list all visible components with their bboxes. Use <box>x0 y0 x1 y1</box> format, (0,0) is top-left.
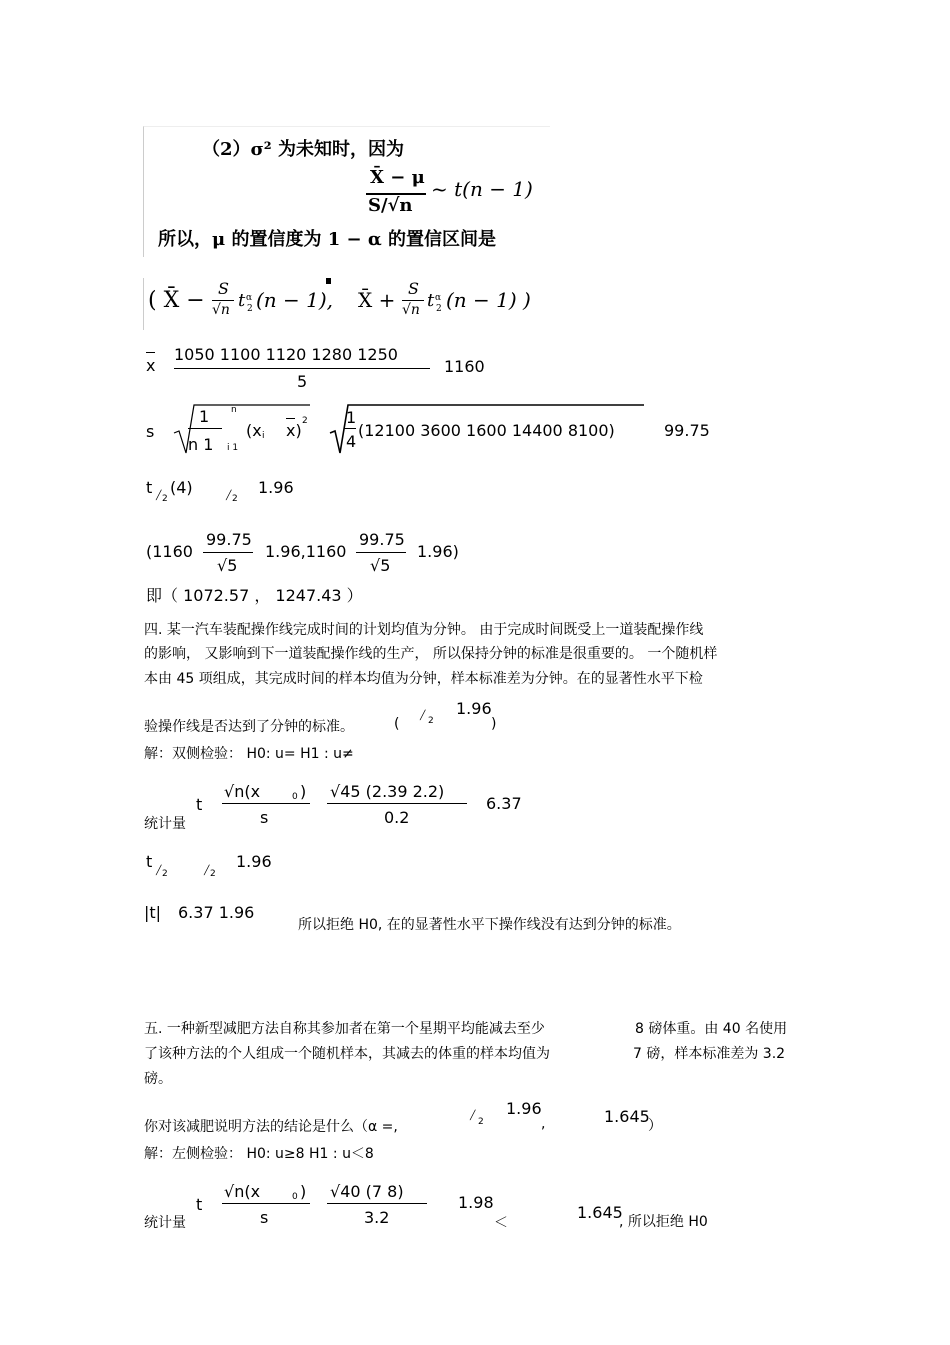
q4-frac1-bar <box>222 803 310 804</box>
q5-solution: 解：左侧检验： H0: u≥8 H1 : u＜8 <box>144 1146 374 1162</box>
s-i-sub: i <box>262 431 265 441</box>
q5-t: t <box>196 1195 203 1214</box>
box2-bar2 <box>402 300 424 301</box>
q4-den1: s <box>260 808 269 827</box>
q4-crit-val: 1.96 <box>236 852 272 871</box>
box2-s1: S <box>218 279 229 298</box>
q5-comma: , <box>541 1116 546 1132</box>
t-symbol: t <box>146 478 153 497</box>
q4-crit-sub1: 2 <box>162 869 168 879</box>
q4-den2: 0.2 <box>384 808 410 827</box>
s-quarter-den: 4 <box>346 432 357 451</box>
ci-den2: √5 <box>370 556 391 575</box>
z-sub: 2 <box>232 494 238 504</box>
q5-close1: ) <box>300 1182 307 1201</box>
q5-z2-val: 1.645 <box>604 1107 650 1126</box>
s-frac1-bar <box>188 428 222 429</box>
q4-crit-slash2: ╱ <box>204 866 210 876</box>
q4-slash: ╱ <box>420 711 426 721</box>
s-inner: (12100 3600 1600 14400 8100) <box>358 421 615 440</box>
q5-frac2-bar <box>327 1203 427 1204</box>
box2-dof2: (n − 1) ) <box>446 288 531 312</box>
q4-z-sub: 2 <box>428 716 434 726</box>
q5-result: 1.98 <box>458 1193 494 1212</box>
q4-abs-vals: 6.37 1.96 <box>178 903 255 922</box>
s-quarter-bar <box>344 428 356 429</box>
q4-line2: 的影响， 又影响到下一道装配操作线的生产， 所以保持分钟的标准是很重要的。 一个随机样 <box>144 646 718 662</box>
q4-num2: √45 (2.39 2.2) <box>330 782 445 801</box>
z-slash1: ╱ <box>226 491 232 501</box>
xbar-overline <box>146 352 155 353</box>
q4-crit-t: t <box>146 852 153 871</box>
box1-frac-den: S/√n <box>368 195 413 216</box>
q5-den2: 3.2 <box>364 1208 390 1227</box>
box2-alpha2: α <box>435 293 442 303</box>
s-paren-x: (x <box>246 421 262 440</box>
t-value: 1.96 <box>258 478 294 497</box>
s-xbar-overline <box>286 418 295 419</box>
box1-dist: ~ t(n − 1) <box>431 177 533 201</box>
s-n-minus: n 1 <box>188 435 214 454</box>
ci-mid: 1.96,1160 <box>265 542 347 561</box>
xbar-fraction-bar <box>174 368 430 369</box>
t-sub: 2 <box>162 494 168 504</box>
box2-dot <box>326 278 331 284</box>
q4-num1: √n(x <box>224 782 261 801</box>
s-quarter-num: 1 <box>346 408 357 427</box>
s-i1: i 1 <box>227 443 239 453</box>
q5-line1b: 8 磅体重。由 40 名使用 <box>635 1021 788 1037</box>
t-slash1: ╱ <box>156 491 162 501</box>
box2-left: ( X̄ − <box>148 288 205 313</box>
q5-mu0: 0 <box>292 1192 298 1202</box>
q5-slash: ╱ <box>470 1111 476 1121</box>
ci-num1: 99.75 <box>206 530 252 549</box>
xbar-numerator: 1050 1100 1120 1280 1250 <box>174 345 398 364</box>
box2-t1: t <box>238 290 246 311</box>
box2-sqrtn1: √n <box>212 302 230 318</box>
textbook-image-2 <box>143 278 532 330</box>
box2-mid: X̄ + <box>358 288 396 312</box>
q5-z-sub: 2 <box>478 1117 484 1127</box>
ci-bar1 <box>203 552 253 553</box>
q5-line2b: 7 磅，样本标准差为 3.2 <box>633 1046 786 1062</box>
box2-t2: t <box>427 290 435 311</box>
box2-two2: 2 <box>436 304 442 314</box>
q4-conclusion: 所以拒绝 H0, 在的显著性水平下操作线没有达到分钟的标准。 <box>298 917 681 933</box>
q4-abs-t: |t| <box>144 903 162 922</box>
q4-frac2-bar <box>327 803 467 804</box>
box1-line3: 所以，μ 的置信度为 1 − α 的置信区间是 <box>158 229 496 250</box>
box2-alpha1: α <box>246 293 253 303</box>
q4-crit-sub2: 2 <box>210 869 216 879</box>
box2-bar1 <box>212 300 234 301</box>
q5-line3: 磅。 <box>144 1071 172 1087</box>
q5-paren-close: ） <box>648 1118 662 1134</box>
q5-crit: 1.645 <box>577 1203 623 1222</box>
q5-z-val: 1.96 <box>506 1099 542 1118</box>
s-symbol: s <box>146 422 155 441</box>
q5-num1: √n(x <box>224 1182 261 1201</box>
s-n-top: n <box>231 405 237 415</box>
s-xbar: x) <box>286 421 302 440</box>
box1-line1: （2）σ² 为未知时，因为 <box>202 139 404 160</box>
q5-conclusion: , 所以拒绝 H0 <box>619 1214 708 1230</box>
ci-open: (1160 <box>146 542 193 561</box>
q5-den1: s <box>260 1208 269 1227</box>
box2-two1: 2 <box>247 304 253 314</box>
ci-num2: 99.75 <box>359 530 405 549</box>
xbar-denominator: 5 <box>297 372 308 391</box>
q4-z-val: 1.96 <box>456 699 492 718</box>
q4-crit-slash1: ╱ <box>156 866 162 876</box>
q4-line3: 本由 45 项组成，其完成时间的样本均值为分钟，样本标准差为分钟。在的显著性水平下检 <box>144 671 703 687</box>
q4-result: 6.37 <box>486 794 522 813</box>
q5-line1a: 五. 一种新型减肥方法自称其参加者在第一个星期平均能减去至少 <box>144 1021 545 1037</box>
textbook-image-1 <box>143 126 550 257</box>
q4-line4: 验操作线是否达到了分钟的标准。 <box>144 719 354 735</box>
q4-paren-close: ) <box>491 716 497 732</box>
s-result: 99.75 <box>664 421 710 440</box>
q5-lt: ＜ <box>494 1215 508 1231</box>
q5-ask: 你对该减肥说明方法的结论是什么（α =, <box>144 1119 398 1135</box>
q4-paren-open: ( <box>394 716 400 732</box>
ci-bar2 <box>356 552 406 553</box>
ci-result: 即（ 1072.57 ， 1247.43 ） <box>146 586 363 605</box>
q5-num2: √40 (7 8) <box>330 1182 404 1201</box>
xbar-symbol: x <box>146 356 156 375</box>
q4-close1: ) <box>300 782 307 801</box>
q4-solution: 解：双侧检验： H0: u= H1 : u≠ <box>144 746 354 762</box>
q4-line1: 四. 某一汽车装配操作线完成时间的计划均值为分钟。 由于完成时间既受上一道装配操作线 <box>144 622 704 638</box>
box2-sqrtn2: √n <box>402 302 420 318</box>
xbar-result: 1160 <box>444 357 485 376</box>
s-sq: 2 <box>302 416 308 426</box>
box2-s2: S <box>408 279 419 298</box>
box2-dof1: (n − 1), <box>256 288 334 312</box>
q5-stat-label: 统计量 <box>144 1215 186 1231</box>
q5-frac1-bar <box>222 1203 310 1204</box>
q5-line2a: 了该种方法的个人组成一个随机样本，其减去的体重的样本均值为 <box>144 1046 550 1062</box>
s-one: 1 <box>199 407 210 426</box>
q4-t: t <box>196 795 203 814</box>
box1-frac-num: X̄ − μ <box>370 167 425 188</box>
q4-stat-label: 统计量 <box>144 816 186 832</box>
ci-close: 1.96) <box>417 542 459 561</box>
t-arg: (4) <box>170 478 193 497</box>
q4-mu0: 0 <box>292 792 298 802</box>
ci-den1: √5 <box>217 556 238 575</box>
